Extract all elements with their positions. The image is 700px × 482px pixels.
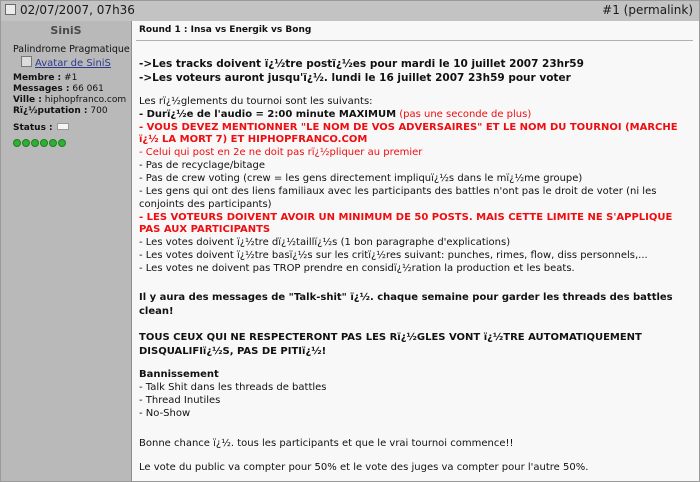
talkshit-line1: Il y aura des messages de "Talk-shit" ï¿½. chaque semaine pour garder les threads des battles [139, 292, 673, 303]
warning-line1: TOUS CEUX QUI NE RESPECTERONT PAS LES Rï¿½GLES VONT ï¿½TRE AUTOMATIQUEMENT [139, 332, 642, 343]
post-title: Round 1 : Insa vs Energik vs Bong [139, 25, 312, 35]
rule-second-poster: - Celui qui post en 2e ne doit pas rï¿½pliquer au premier [139, 147, 423, 158]
warning-line2: DISQUALIFIï¿½S, PAS DE PITIï¿½! [139, 346, 327, 357]
reputation-dot [31, 139, 39, 147]
ban-item: - No-Show [139, 408, 191, 419]
ban-item: - Thread Inutiles [139, 395, 221, 406]
reputation-dot [58, 139, 66, 147]
post-date-text: 02/07/2007, 07h36 [20, 3, 135, 17]
rule-family-line2: conjoints des participants) [139, 199, 272, 210]
stat-ville: Ville : hiphopfranco.com [13, 95, 127, 105]
deadline-tracks: ->Les tracks doivent ï¿½tre postï¿½es pour mardi le 10 juillet 2007 23hr59 [139, 58, 584, 70]
stat-status: Status : [13, 123, 69, 133]
rule-duration: - Durï¿½e de l'audio = 2:00 minute MAXIMUM (pas une seconde de plus) [139, 109, 532, 120]
post-icon [5, 4, 16, 15]
ban-item: - Talk Shit dans les threads de battles [139, 382, 327, 393]
vote-split-note: Le vote du public va compter pour 50% et le vote des juges va compter pour l'autre 50%. [139, 462, 589, 473]
rule-recycle: - Pas de recyclage/bitage [139, 160, 265, 171]
rules-intro: Les rï¿½glements du tournoi sont les suivants: [139, 96, 373, 107]
author-avatar[interactable] [21, 56, 111, 69]
avatar-alt-text: Avatar de SiniS [35, 58, 111, 69]
ban-title: Bannissement [139, 369, 219, 380]
rule-vote-detail: - Les votes doivent ï¿½tre dï¿½taillï¿½s (1 bon paragraphe d'explications) [139, 237, 511, 248]
author-name[interactable]: SiniS [50, 24, 82, 37]
reputation-dot [40, 139, 48, 147]
talkshit-line2: clean! [139, 306, 174, 317]
closing-message: Bonne chance ï¿½. tous les participants et que le vrai tournoi commence!! [139, 438, 514, 449]
rule-voters-line2: PAS AUX PARTICIPANTS [139, 224, 271, 235]
rule-mention-line1: - VOUS DEVEZ MENTIONNER "LE NOM DE VOS ADVERSAIRES" ET LE NOM DU TOURNOI (MARCHE [139, 122, 678, 133]
rule-family-line1: - Les gens qui ont des liens familiaux avec les participants des battles n'ont pas le droit de voter (ni les [139, 186, 657, 197]
rule-mention-line2: ï¿½ LA MORT 7) ET HIPHOPFRANCO.COM [139, 134, 368, 145]
post-header-bar [1, 1, 699, 21]
permalink-link[interactable]: #1 (permalink) [602, 3, 693, 17]
rule-production: - Les votes ne doivent pas TROP prendre en considï¿½ration la production et les beats. [139, 263, 575, 274]
stat-messages: Messages : 66 061 [13, 84, 104, 94]
rule-vote-criteria: - Les votes doivent ï¿½tre basï¿½s sur les critï¿½res suivant: punches, rimes, flow, diss personnels,... [139, 250, 648, 261]
title-divider [136, 40, 693, 41]
deadline-votes: ->Les voteurs auront jusqu'ï¿½. lundi le 16 juillet 2007 23h59 pour voter [139, 72, 571, 84]
post-content [132, 21, 699, 481]
stat-member: Membre : #1 [13, 73, 78, 83]
broken-image-icon [21, 56, 32, 67]
author-sidebar [1, 21, 132, 481]
rule-crew: - Pas de crew voting (crew = les gens directement impliquï¿½s dans le mï¿½me groupe) [139, 173, 583, 184]
reputation-dots [13, 132, 67, 151]
offline-status-icon [57, 123, 69, 130]
reputation-dot [22, 139, 30, 147]
reputation-dot [49, 139, 57, 147]
stat-reputation: Rï¿½putation : 700 [13, 106, 108, 116]
rule-voters-line1: - LES VOTEURS DOIVENT AVOIR UN MINIMUM DE 50 POSTS. MAIS CETTE LIMITE NE S'APPLIQUE [139, 212, 673, 223]
post-date [5, 3, 135, 17]
reputation-dot [13, 139, 21, 147]
author-title: Palindrome Pragmatique [13, 44, 130, 55]
